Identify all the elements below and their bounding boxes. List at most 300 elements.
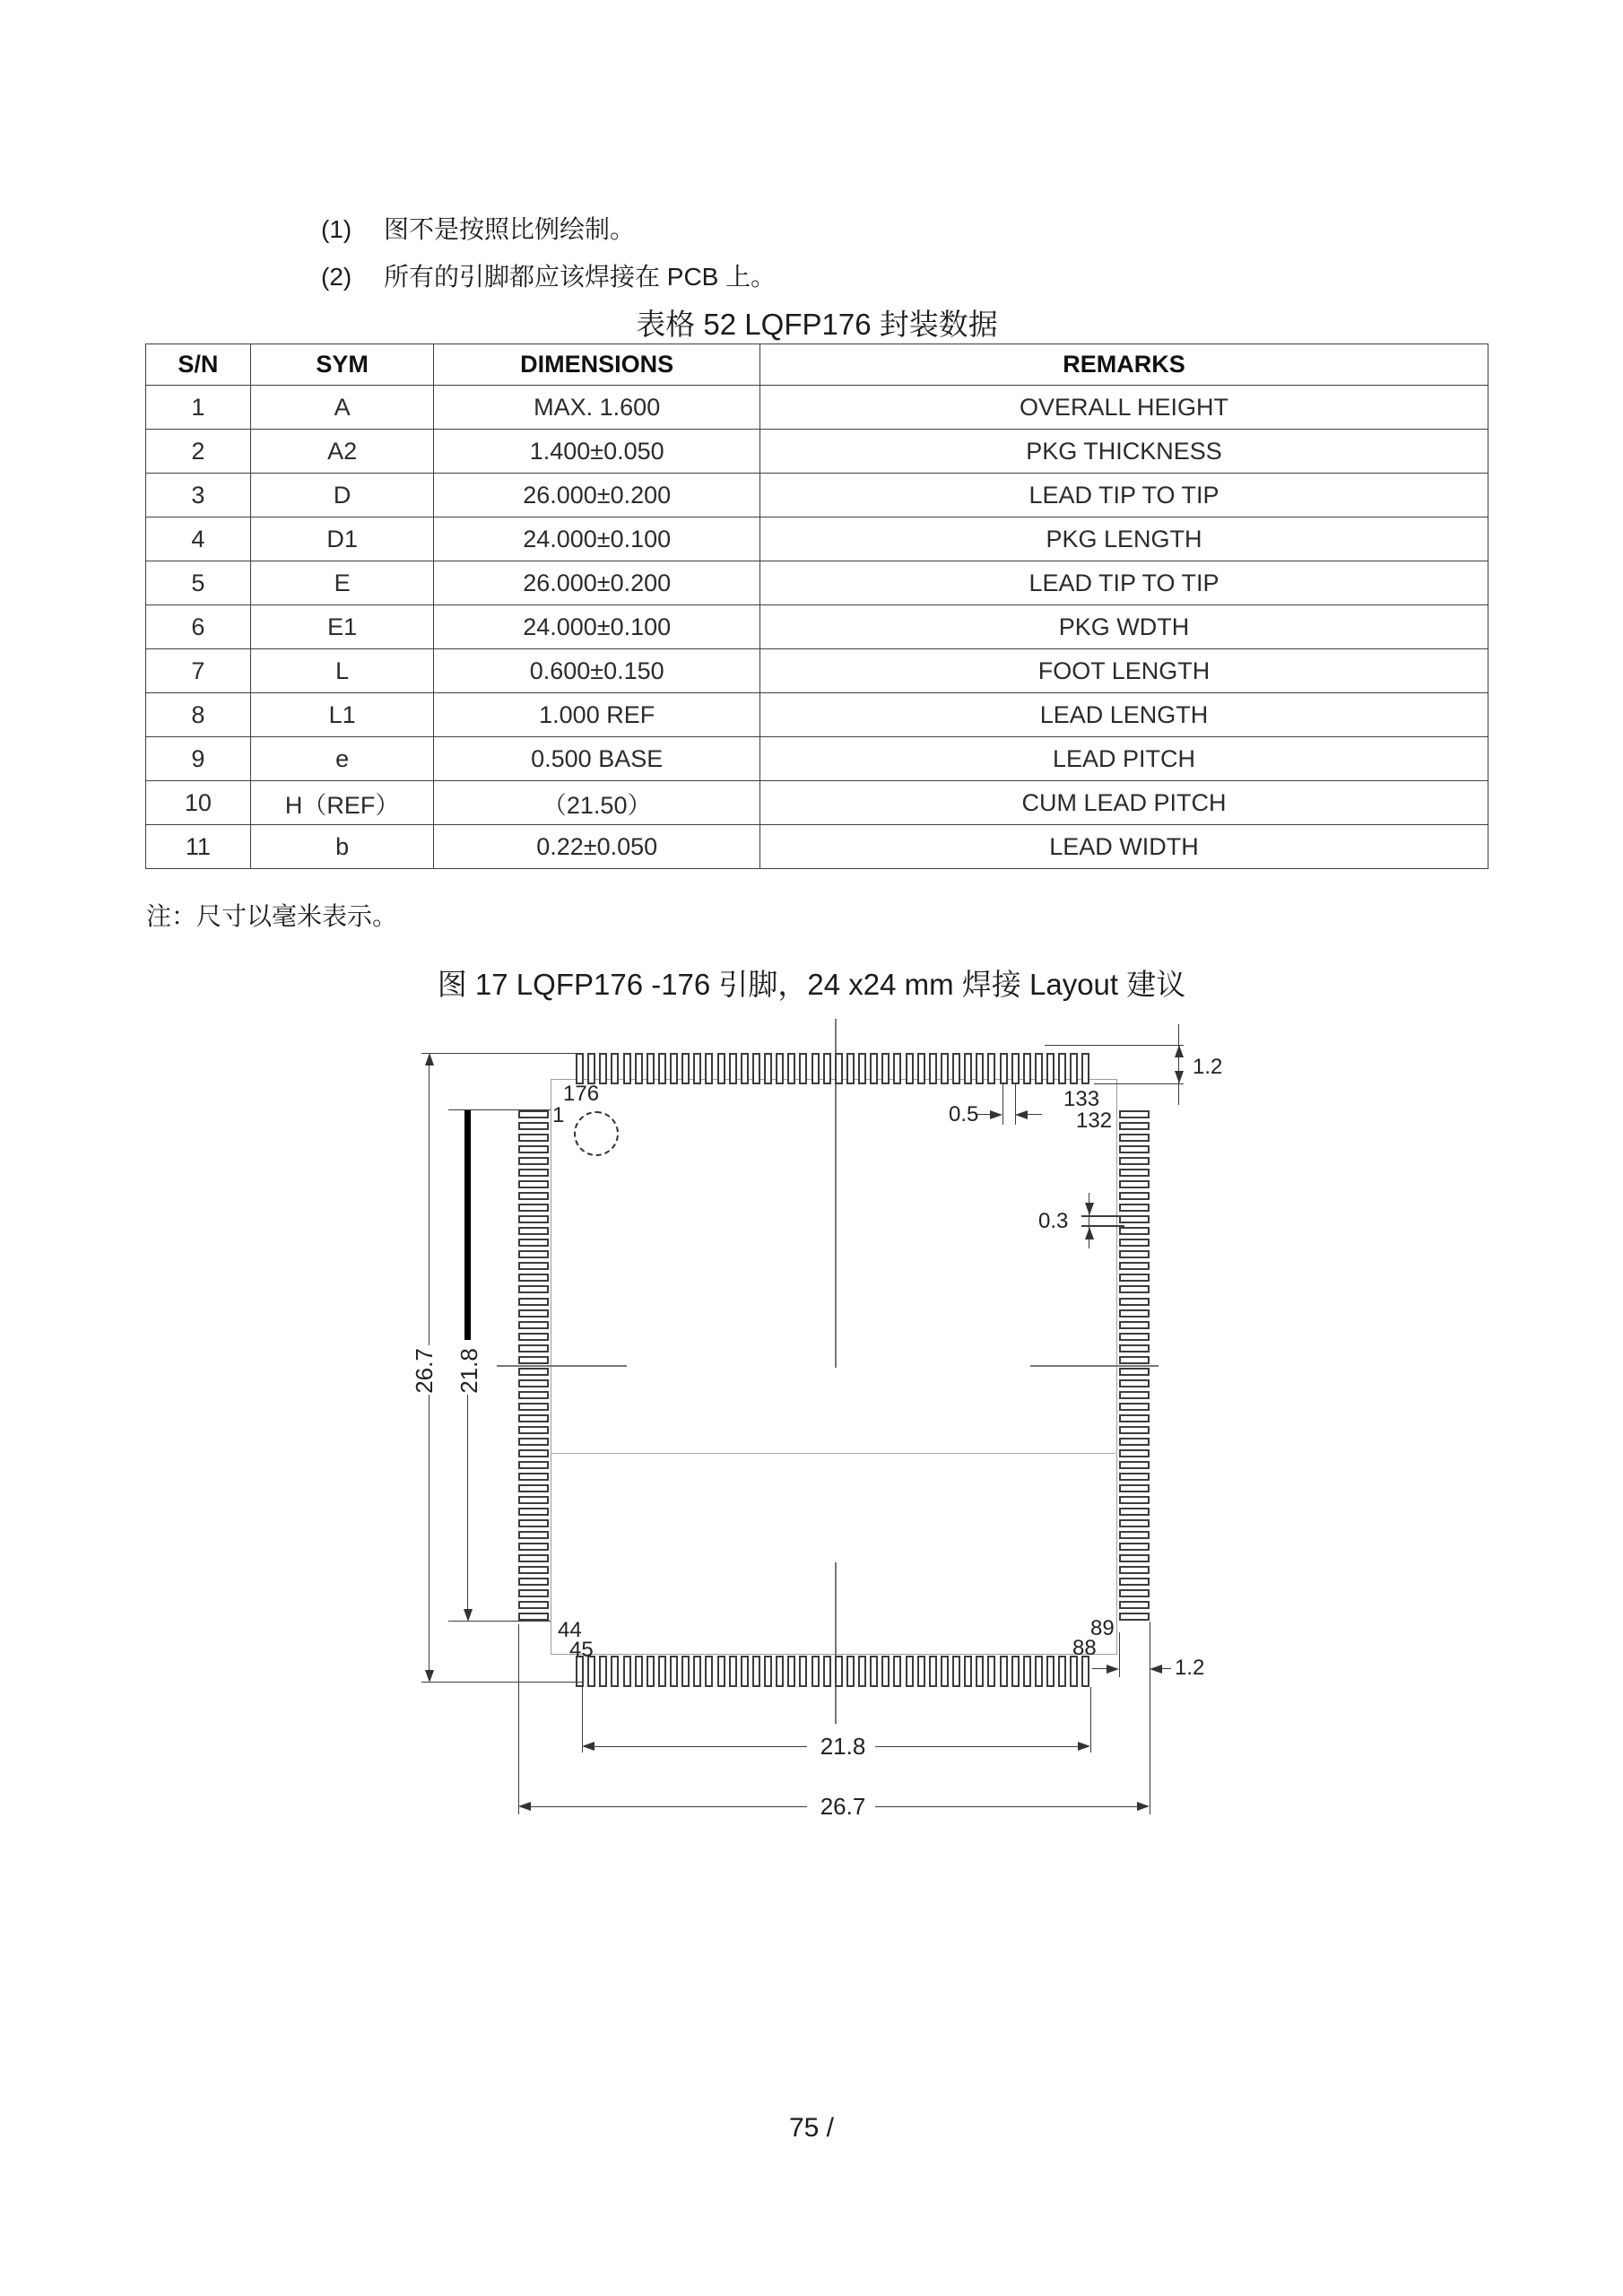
table-cell: 7 xyxy=(146,649,251,693)
solder-pad xyxy=(1119,1285,1150,1293)
table-row xyxy=(146,517,1488,561)
note-2-text: 所有的引脚都应该焊接在 PCB 上。 xyxy=(384,263,777,291)
arrowhead xyxy=(1078,1742,1090,1751)
table-cell: 3 xyxy=(146,474,251,517)
solder-pad xyxy=(518,1508,549,1516)
solder-pad xyxy=(647,1053,655,1084)
pin-label-89: 89 xyxy=(1090,1616,1115,1640)
solder-pad xyxy=(1119,1414,1150,1422)
note-2 xyxy=(321,257,776,293)
dim-line-21-8-lower xyxy=(467,1395,468,1619)
solder-pad xyxy=(729,1053,737,1084)
solder-pad xyxy=(1119,1262,1150,1270)
table-cell: CUM LEAD PITCH xyxy=(760,781,1488,825)
vertical-centerline-bottom xyxy=(835,1562,837,1724)
solder-pad xyxy=(929,1053,937,1084)
solder-pad xyxy=(576,1053,584,1084)
table-cell: E1 xyxy=(250,605,434,649)
solder-pad xyxy=(518,1215,549,1223)
solder-pad xyxy=(893,1656,901,1687)
table-cell: b xyxy=(250,825,434,869)
solder-pad xyxy=(1119,1391,1150,1399)
solder-pad xyxy=(518,1309,549,1318)
table-row xyxy=(146,737,1488,781)
solder-pad xyxy=(518,1262,549,1270)
solder-pad xyxy=(518,1566,549,1574)
dim-tail xyxy=(1092,1668,1107,1669)
table-body xyxy=(146,386,1488,869)
table-row xyxy=(146,825,1488,869)
solder-pad xyxy=(623,1656,631,1687)
solder-pad xyxy=(518,1180,549,1188)
arrowhead xyxy=(1175,1071,1184,1083)
solder-pad xyxy=(1119,1204,1150,1212)
solder-pad xyxy=(1119,1426,1150,1434)
table-row xyxy=(146,693,1488,737)
solder-pad xyxy=(518,1613,549,1621)
solder-pad xyxy=(1119,1519,1150,1527)
solder-pad xyxy=(518,1601,549,1609)
dim-bar-21-8 xyxy=(464,1110,471,1340)
table-row xyxy=(146,649,1488,693)
table-title: 表格 52 LQFP176 封装数据 xyxy=(636,308,998,341)
solder-pad xyxy=(1119,1473,1150,1481)
column-header-sym: SYM xyxy=(250,344,434,386)
solder-pad xyxy=(812,1053,820,1084)
solder-pad xyxy=(812,1656,820,1687)
package-data-table xyxy=(145,344,1488,869)
solder-pad xyxy=(906,1656,914,1687)
solder-pad xyxy=(964,1053,972,1084)
solder-pad xyxy=(518,1333,549,1341)
solder-pad xyxy=(518,1368,549,1376)
solder-pad xyxy=(611,1656,619,1687)
solder-pad xyxy=(764,1656,772,1687)
solder-pad xyxy=(764,1053,772,1084)
arrowhead xyxy=(582,1742,595,1751)
solder-pad xyxy=(1119,1298,1150,1306)
solder-pad xyxy=(518,1110,549,1118)
pin-label-176: 176 xyxy=(563,1082,600,1106)
dim-label-1-2-bottom: 1.2 xyxy=(1175,1656,1205,1680)
solder-pad xyxy=(681,1656,690,1687)
solder-pad xyxy=(705,1053,713,1084)
solder-pad xyxy=(1119,1180,1150,1188)
ext-line-21-8-bottom-right xyxy=(1090,1687,1091,1752)
solder-pad xyxy=(870,1656,878,1687)
solder-pad xyxy=(599,1656,607,1687)
solder-pad xyxy=(623,1053,631,1084)
solder-pad xyxy=(964,1656,972,1687)
solder-pad xyxy=(846,1053,855,1084)
solder-pad xyxy=(1119,1145,1150,1153)
solder-pad xyxy=(1023,1656,1031,1687)
ext-line-pad-bottom xyxy=(1094,1083,1184,1084)
table-cell: 5 xyxy=(146,561,251,605)
solder-pad xyxy=(941,1656,949,1687)
solder-pad xyxy=(518,1204,549,1212)
solder-pad xyxy=(1119,1227,1150,1235)
solder-pad xyxy=(881,1053,890,1084)
solder-pad xyxy=(518,1403,549,1411)
solder-pad xyxy=(647,1656,655,1687)
solder-pad xyxy=(518,1578,549,1586)
arrowhead xyxy=(425,1670,434,1683)
dim-label-26-7-bottom: 26.7 xyxy=(820,1793,866,1820)
column-header-dimensions: DIMENSIONS xyxy=(434,344,760,386)
pin-label-44: 44 xyxy=(558,1618,582,1642)
solder-pad xyxy=(1011,1053,1020,1084)
table-header xyxy=(146,344,1488,386)
ext-line-1-2-br-a xyxy=(1119,1632,1120,1677)
pad-row-top xyxy=(576,1053,1090,1084)
solder-pad xyxy=(518,1134,549,1142)
solder-pad xyxy=(1119,1613,1150,1621)
solder-pad xyxy=(952,1656,960,1687)
solder-pad xyxy=(1119,1379,1150,1387)
solder-pad xyxy=(1119,1250,1150,1258)
solder-pad xyxy=(1119,1169,1150,1177)
solder-pad xyxy=(518,1391,549,1399)
pin-label-45: 45 xyxy=(569,1638,594,1662)
solder-pad xyxy=(1119,1157,1150,1165)
table-cell: E xyxy=(250,561,434,605)
solder-pad xyxy=(752,1053,760,1084)
dim-line-21-8-b1 xyxy=(592,1746,807,1747)
solder-pad xyxy=(1058,1656,1066,1687)
solder-pad xyxy=(658,1053,666,1084)
solder-pad xyxy=(823,1656,831,1687)
table-cell: 4 xyxy=(146,517,251,561)
table-cell: 1.000 REF xyxy=(434,693,760,737)
page-number: 75 / xyxy=(788,2113,835,2143)
solder-pad xyxy=(741,1656,749,1687)
solder-pad xyxy=(518,1414,549,1422)
ext-line-26-7-bottom-left xyxy=(518,1624,519,1814)
solder-pad xyxy=(1046,1053,1055,1084)
solder-pad xyxy=(1119,1566,1150,1574)
pin1-marker-circle xyxy=(574,1111,619,1156)
solder-pad xyxy=(518,1192,549,1200)
dim-line-26-7-b2 xyxy=(875,1806,1141,1807)
table-row xyxy=(146,474,1488,517)
arrowhead xyxy=(518,1802,531,1811)
dim-line-1-2-top xyxy=(1178,1024,1179,1105)
solder-pad xyxy=(1119,1333,1150,1341)
solder-pad xyxy=(1119,1192,1150,1200)
solder-pad xyxy=(976,1053,984,1084)
dim-label-21-8-left: 21.8 xyxy=(455,1348,482,1394)
dim-line-26-7-upper xyxy=(429,1060,430,1345)
solder-pad xyxy=(917,1053,925,1084)
solder-pad xyxy=(1119,1589,1150,1597)
solder-pad xyxy=(1119,1554,1150,1562)
solder-pad xyxy=(1119,1496,1150,1504)
table-cell: 6 xyxy=(146,605,251,649)
solder-pad xyxy=(1119,1578,1150,1586)
arrowhead xyxy=(1175,1045,1184,1057)
solder-pad xyxy=(693,1656,701,1687)
arrowhead xyxy=(1085,1203,1094,1215)
table-cell: （21.50） xyxy=(434,781,760,825)
pad-row-bottom xyxy=(576,1656,1090,1687)
solder-pad xyxy=(1119,1543,1150,1551)
table-cell: 11 xyxy=(146,825,251,869)
solder-pad xyxy=(518,1496,549,1504)
dim-line-21-8-b2 xyxy=(875,1746,1081,1747)
solder-pad xyxy=(1070,1053,1078,1084)
solder-pad xyxy=(1119,1438,1150,1446)
ext-line-top-left xyxy=(421,1053,576,1054)
dim-line-26-7-b1 xyxy=(528,1806,807,1807)
solder-pad xyxy=(518,1227,549,1235)
dim-line-26-7-lower xyxy=(429,1395,430,1674)
note-1-text: 图不是按照比例绘制。 xyxy=(384,215,636,243)
solder-pad xyxy=(518,1274,549,1282)
solder-pad xyxy=(776,1053,784,1084)
table-cell: FOOT LENGTH xyxy=(760,649,1488,693)
solder-pad xyxy=(518,1239,549,1247)
solder-pad xyxy=(929,1656,937,1687)
solder-pad xyxy=(705,1656,713,1687)
dim-label-1-2-top: 1.2 xyxy=(1193,1055,1223,1079)
solder-pad xyxy=(1119,1122,1150,1130)
arrowhead xyxy=(1107,1665,1119,1674)
solder-pad xyxy=(1119,1601,1150,1609)
solder-pad xyxy=(1119,1274,1150,1282)
note-2-number: (2) xyxy=(321,263,352,291)
dim-label-26-7-left: 26.7 xyxy=(410,1348,438,1394)
solder-pad xyxy=(1119,1484,1150,1492)
solder-pad xyxy=(518,1344,549,1352)
solder-pad xyxy=(518,1298,549,1306)
solder-pad xyxy=(518,1379,549,1387)
solder-pad xyxy=(729,1656,737,1687)
dim-label-21-8-bottom: 21.8 xyxy=(820,1733,866,1760)
table-cell: PKG THICKNESS xyxy=(760,430,1488,474)
solder-pad xyxy=(1119,1508,1150,1516)
pin-label-132: 132 xyxy=(1076,1109,1113,1133)
dim-tail xyxy=(1028,1114,1042,1115)
solder-pad xyxy=(518,1157,549,1165)
note-1 xyxy=(321,210,635,246)
solder-pad xyxy=(587,1053,595,1084)
solder-pad xyxy=(1035,1053,1043,1084)
package-footprint-drawing xyxy=(386,1013,1264,1892)
solder-pad xyxy=(941,1053,949,1084)
table-cell: PKG LENGTH xyxy=(760,517,1488,561)
package-outline xyxy=(551,1079,1117,1655)
table-cell: 0.22±0.050 xyxy=(434,825,760,869)
solder-pad xyxy=(858,1053,866,1084)
table-row xyxy=(146,781,1488,825)
table-cell: 24.000±0.100 xyxy=(434,517,760,561)
solder-pad xyxy=(835,1656,843,1687)
solder-pad xyxy=(518,1145,549,1153)
solder-pad xyxy=(518,1531,549,1539)
solder-pad xyxy=(741,1053,749,1084)
interior-line xyxy=(551,1453,1115,1454)
table-cell: LEAD TIP TO TIP xyxy=(760,474,1488,517)
solder-pad xyxy=(599,1053,607,1084)
solder-pad xyxy=(717,1656,725,1687)
solder-pad xyxy=(987,1656,995,1687)
table-cell: 0.500 BASE xyxy=(434,737,760,781)
table-cell: 9 xyxy=(146,737,251,781)
solder-pad xyxy=(518,1543,549,1551)
solder-pad xyxy=(518,1461,549,1469)
solder-pad xyxy=(776,1656,784,1687)
table-cell: 24.000±0.100 xyxy=(434,605,760,649)
table-cell: MAX. 1.600 xyxy=(434,386,760,430)
arrowhead xyxy=(1150,1665,1162,1674)
solder-pad xyxy=(1119,1134,1150,1142)
solder-pad xyxy=(1119,1344,1150,1352)
table-cell: L1 xyxy=(250,693,434,737)
solder-pad xyxy=(906,1053,914,1084)
solder-pad xyxy=(1119,1368,1150,1376)
solder-pad xyxy=(1000,1053,1008,1084)
table-footnote: 注：尺寸以毫米表示。 xyxy=(146,902,398,930)
solder-pad xyxy=(799,1656,807,1687)
solder-pad xyxy=(518,1449,549,1457)
column-header-remarks: REMARKS xyxy=(760,344,1488,386)
arrowhead xyxy=(425,1053,434,1065)
table-cell: LEAD LENGTH xyxy=(760,693,1488,737)
table-row xyxy=(146,386,1488,430)
solder-pad xyxy=(518,1356,549,1364)
table-cell: PKG WDTH xyxy=(760,605,1488,649)
solder-pad xyxy=(1000,1656,1008,1687)
table-cell: H（REF） xyxy=(250,781,434,825)
solder-pad xyxy=(635,1656,643,1687)
solder-pad xyxy=(518,1519,549,1527)
solder-pad xyxy=(1119,1461,1150,1469)
table-cell: 10 xyxy=(146,781,251,825)
solder-pad xyxy=(1119,1110,1150,1118)
table-cell: 26.000±0.200 xyxy=(434,561,760,605)
pin-label-88: 88 xyxy=(1072,1636,1097,1660)
horizontal-centerline-left xyxy=(497,1365,627,1367)
pin-label-133: 133 xyxy=(1063,1087,1100,1111)
solder-pad xyxy=(823,1053,831,1084)
table-cell: L xyxy=(250,649,434,693)
solder-pad xyxy=(518,1250,549,1258)
solder-pad xyxy=(1046,1656,1055,1687)
solder-pad xyxy=(787,1656,795,1687)
solder-pad xyxy=(518,1473,549,1481)
table-cell: A xyxy=(250,386,434,430)
solder-pad xyxy=(799,1053,807,1084)
solder-pad xyxy=(976,1656,984,1687)
solder-pad xyxy=(870,1053,878,1084)
solder-pad xyxy=(1023,1053,1031,1084)
solder-pad xyxy=(787,1053,795,1084)
solder-pad xyxy=(1011,1656,1020,1687)
solder-pad xyxy=(893,1053,901,1084)
solder-pad xyxy=(1119,1403,1150,1411)
dim-tail xyxy=(1162,1668,1171,1669)
dim-label-0-5: 0.5 xyxy=(949,1102,979,1126)
solder-pad xyxy=(670,1053,678,1084)
solder-pad xyxy=(1119,1239,1150,1247)
table-cell: D xyxy=(250,474,434,517)
table-cell: D1 xyxy=(250,517,434,561)
table-cell: LEAD PITCH xyxy=(760,737,1488,781)
ext-line-bottom-left xyxy=(421,1682,582,1683)
solder-pad xyxy=(1119,1309,1150,1318)
solder-pad xyxy=(1119,1449,1150,1457)
solder-pad xyxy=(846,1656,855,1687)
table-row xyxy=(146,430,1488,474)
solder-pad xyxy=(987,1053,995,1084)
solder-pad xyxy=(518,1285,549,1293)
solder-pad xyxy=(518,1484,549,1492)
pad-column-right xyxy=(1119,1110,1150,1622)
arrowhead xyxy=(990,1110,1002,1119)
solder-pad xyxy=(881,1656,890,1687)
arrowhead xyxy=(1015,1110,1028,1119)
ext-line-21-8-bottom xyxy=(448,1621,551,1622)
pin-label-1: 1 xyxy=(552,1103,565,1127)
ext-line-pitch-a xyxy=(1002,1084,1003,1125)
solder-pad xyxy=(518,1426,549,1434)
solder-pad xyxy=(518,1122,549,1130)
solder-pad xyxy=(635,1053,643,1084)
solder-pad xyxy=(518,1169,549,1177)
solder-pad xyxy=(858,1656,866,1687)
dim-label-0-3: 0.3 xyxy=(1038,1209,1069,1233)
solder-pad xyxy=(717,1053,725,1084)
table-cell: 2 xyxy=(146,430,251,474)
solder-pad xyxy=(1119,1356,1150,1364)
solder-pad xyxy=(681,1053,690,1084)
ext-line-pad-top xyxy=(1045,1045,1184,1046)
solder-pad xyxy=(1119,1321,1150,1329)
arrowhead xyxy=(1137,1802,1150,1811)
solder-pad xyxy=(658,1656,666,1687)
column-header-sn: S/N xyxy=(146,344,251,386)
solder-pad xyxy=(518,1589,549,1597)
solder-pad xyxy=(835,1053,843,1084)
table-cell: LEAD TIP TO TIP xyxy=(760,561,1488,605)
table-cell: 0.600±0.150 xyxy=(434,649,760,693)
table-cell: OVERALL HEIGHT xyxy=(760,386,1488,430)
table-header-row xyxy=(146,344,1488,386)
table-cell: 1 xyxy=(146,386,251,430)
table-cell: A2 xyxy=(250,430,434,474)
solder-pad xyxy=(611,1053,619,1084)
table-row xyxy=(146,561,1488,605)
solder-pad xyxy=(1081,1053,1089,1084)
solder-pad xyxy=(1119,1531,1150,1539)
arrowhead xyxy=(1085,1227,1094,1239)
pad-column-left xyxy=(518,1110,549,1622)
solder-pad xyxy=(952,1053,960,1084)
table-row xyxy=(146,605,1488,649)
solder-pad xyxy=(518,1438,549,1446)
solder-pad xyxy=(518,1321,549,1329)
table-cell: LEAD WIDTH xyxy=(760,825,1488,869)
table-cell: 1.400±0.050 xyxy=(434,430,760,474)
note-1-number: (1) xyxy=(321,215,352,243)
figure-title: 图 17 LQFP176 -176 引脚，24 x24 mm 焊接 Layout 建议 xyxy=(437,968,1186,1001)
table-cell: e xyxy=(250,737,434,781)
solder-pad xyxy=(752,1656,760,1687)
solder-pad xyxy=(670,1656,678,1687)
solder-pad xyxy=(1058,1053,1066,1084)
table-cell: 26.000±0.200 xyxy=(434,474,760,517)
